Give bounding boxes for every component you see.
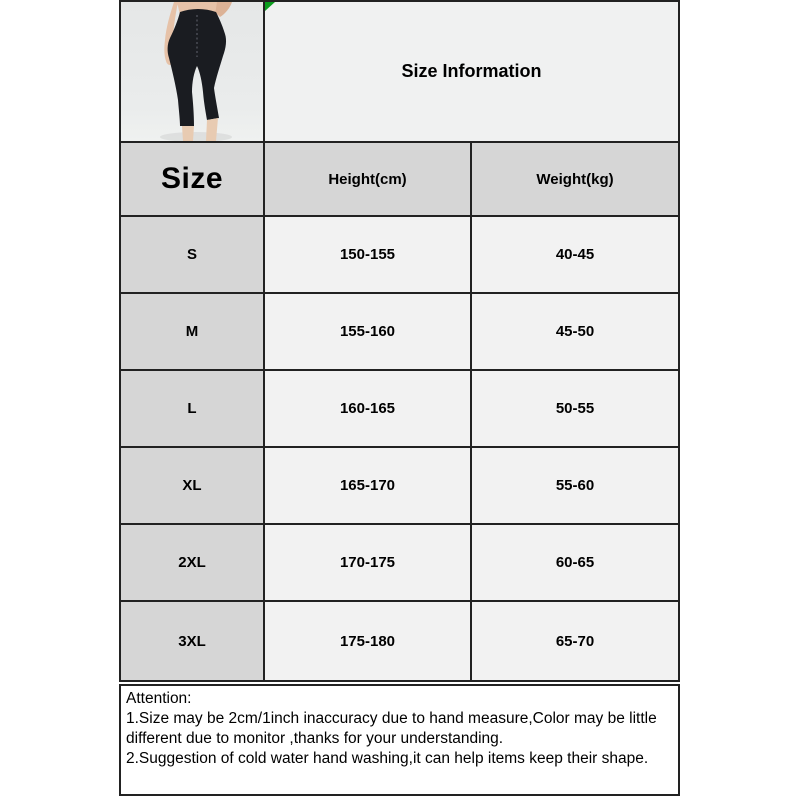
table-row-l: [121, 371, 680, 448]
weight-cell: 65-70: [472, 602, 680, 682]
attention-note-2: 2.Suggestion of cold water hand washing,it can help items keep their shape.: [126, 750, 649, 767]
weight-cell: 50-55: [472, 371, 680, 448]
height-cell: 150-155: [265, 217, 472, 294]
attention-box: [119, 684, 680, 796]
height-cell: 165-170: [265, 448, 472, 525]
size-information-header: [265, 2, 680, 143]
size-cell: S: [121, 217, 265, 294]
weight-cell: 60-65: [472, 525, 680, 602]
table-row-3xl: [121, 602, 680, 682]
weight-cell: 55-60: [472, 448, 680, 525]
table-row-xl: [121, 448, 680, 525]
green-corner-marker-icon: [265, 2, 275, 11]
size-cell: L: [121, 371, 265, 448]
table-row-s: [121, 217, 680, 294]
size-cell: XL: [121, 448, 265, 525]
column-header-height: Height(cm): [265, 143, 472, 217]
size-cell: 2XL: [121, 525, 265, 602]
attention-heading: Attention:: [126, 690, 192, 707]
table-row-title: [121, 2, 680, 143]
table-header-row: [121, 143, 680, 217]
weight-cell: 40-45: [472, 217, 680, 294]
model-right-calf: [206, 118, 218, 141]
column-header-weight: Weight(kg): [472, 143, 680, 217]
column-header-size: Size: [121, 143, 265, 217]
page-title: Size Information: [401, 61, 542, 81]
size-cell: M: [121, 294, 265, 371]
weight-cell: 45-50: [472, 294, 680, 371]
model-left-calf: [182, 126, 194, 141]
table-row-2xl: [121, 525, 680, 602]
height-cell: 160-165: [265, 371, 472, 448]
height-cell: 170-175: [265, 525, 472, 602]
product-photo: [121, 2, 265, 143]
height-cell: 175-180: [265, 602, 472, 682]
size-table: [119, 0, 680, 682]
model-leggings-illustration: [121, 2, 263, 141]
size-chart-sheet: [119, 0, 680, 796]
table-row-m: [121, 294, 680, 371]
height-cell: 155-160: [265, 294, 472, 371]
attention-note-1: 1.Size may be 2cm/1inch inaccuracy due to hand measure,Color may be little different due to monitor ,thanks for your understanding.: [126, 710, 657, 747]
size-cell: 3XL: [121, 602, 265, 682]
